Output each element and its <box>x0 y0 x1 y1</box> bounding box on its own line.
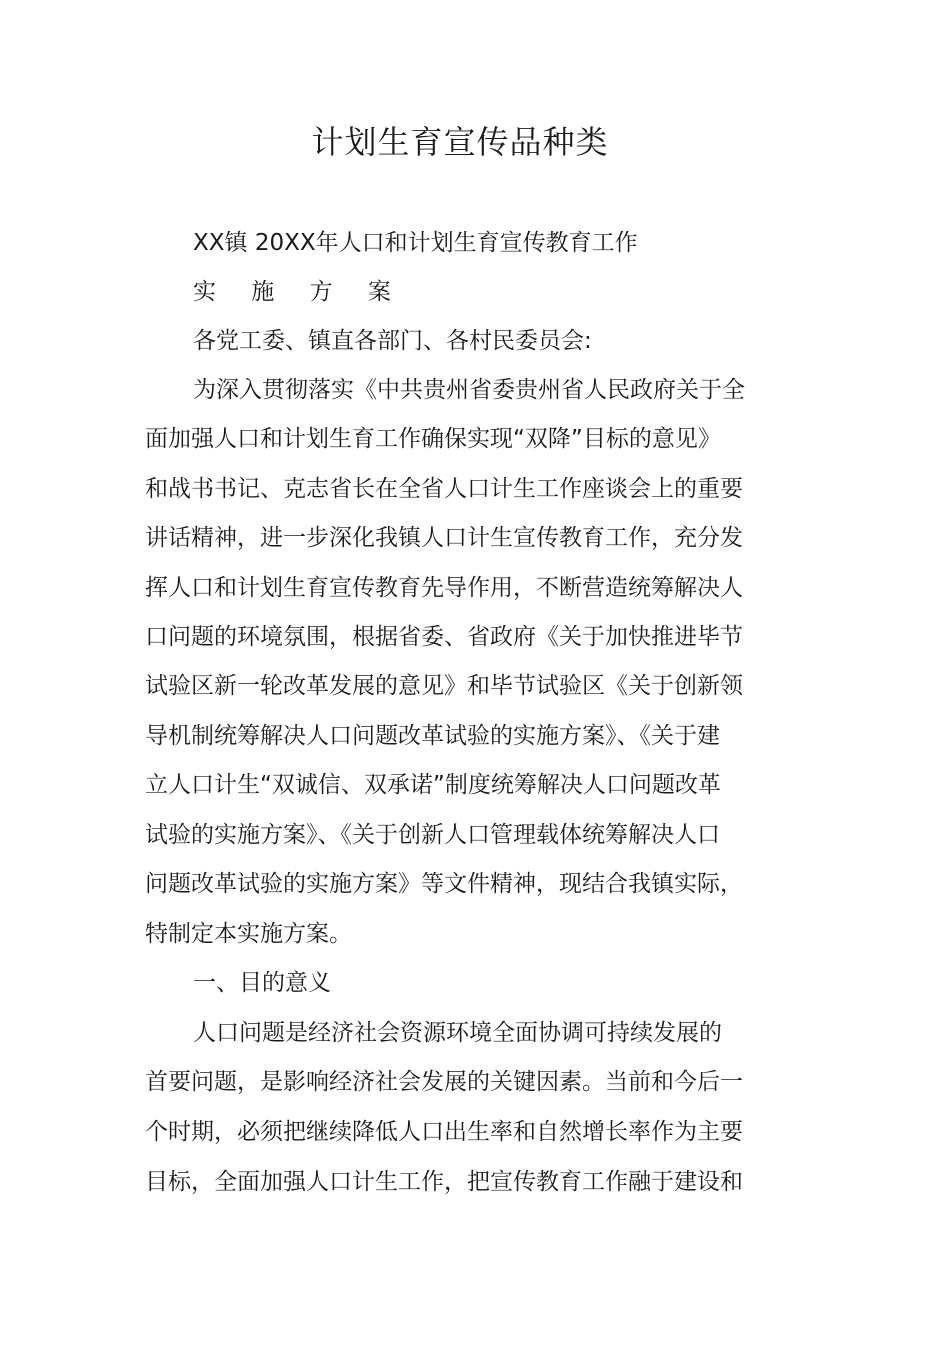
paragraph-1-line: 挥人口和计划生育宣传教育先导作用，不断营造统筹解决人 <box>145 575 743 601</box>
paragraph-1-line: 试验的实施方案》、《关于创新人口管理载体统筹解决人口 <box>145 822 720 848</box>
paragraph-1-line: 导机制统筹解决人口问题改革试验的实施方案》、《关于建 <box>145 723 720 749</box>
salutation: 各党工委、镇直各部门、各村民委员会: <box>193 328 592 354</box>
paragraph-1-line: 面加强人口和计划生育工作确保实现“双降”目标的意见》 <box>145 426 721 452</box>
paragraph-1-line: 口问题的环境氛围，根据省委、省政府《关于加快推进毕节 <box>145 624 743 650</box>
paragraph-1-line: 问题改革试验的实施方案》等文件精神，现结合我镇实际， <box>145 871 743 897</box>
plan-title-line-1: XX镇 20XX年人口和计划生育宣传教育工作 <box>193 230 638 256</box>
paragraph-1-line: 试验区新一轮改革发展的意见》和毕节试验区《关于创新领 <box>145 673 743 699</box>
plan-title-line-2: 实 施 方 案 <box>193 279 405 305</box>
paragraph-2-line: 目标，全面加强人口计生工作，把宣传教育工作融于建设和 <box>145 1169 743 1195</box>
paragraph-1-line: 讲话精神，进一步深化我镇人口计生宣传教育工作，充分发 <box>145 525 743 551</box>
paragraph-2-line: 个时期，必须把继续降低人口出生率和自然增长率作为主要 <box>145 1119 743 1145</box>
paragraph-1-line: 为深入贯彻落实《中共贵州省委贵州省人民政府关于全 <box>193 377 745 403</box>
section-1-heading: 一、目的意义 <box>193 970 331 996</box>
paragraph-2-line: 首要问题，是影响经济社会发展的关键因素。当前和今后一 <box>145 1069 743 1095</box>
paragraph-2-line: 人口问题是经济社会资源环境全面协调可持续发展的 <box>193 1020 722 1046</box>
document-title: 计划生育宣传品种类 <box>311 123 609 161</box>
paragraph-1-line: 立人口计生“双诚信、双承诺”制度统筹解决人口问题改革 <box>145 772 721 798</box>
paragraph-1-line: 和战书书记、克志省长在全省人口计生工作座谈会上的重要 <box>145 476 743 502</box>
paragraph-1-line: 特制定本实施方案。 <box>145 921 352 947</box>
